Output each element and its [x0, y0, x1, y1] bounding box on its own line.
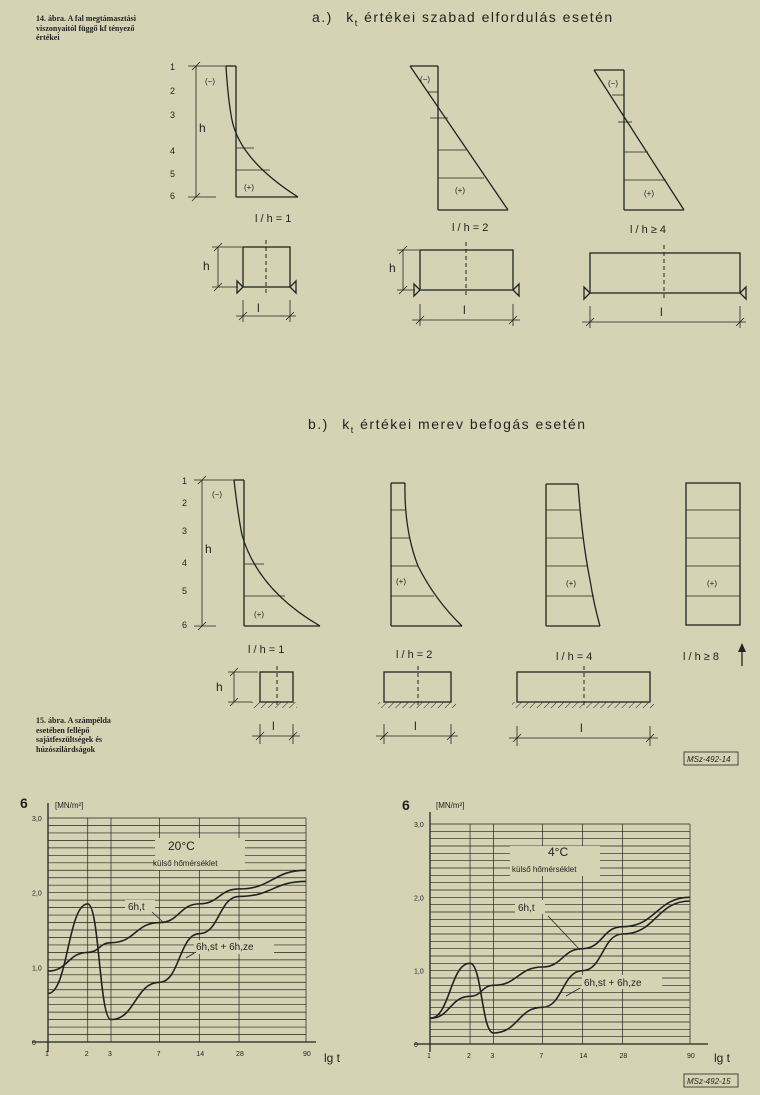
section-a-title: értékei szabad elfordulás esetén: [364, 9, 614, 25]
sign-plus: (+): [644, 189, 654, 198]
temp-label: 4°C: [548, 845, 569, 859]
ratio-b2: l / h = 2: [396, 649, 433, 661]
dim-h-label: h: [389, 261, 396, 275]
wall-b3: [509, 666, 658, 746]
x-tick-label: 14: [579, 1053, 588, 1060]
y-tick-label: 3,0: [414, 822, 424, 829]
ratio-b3: l / h = 4: [556, 651, 593, 663]
diagram-b3: [546, 484, 600, 626]
dim-h-label: h: [203, 259, 210, 273]
section-a-row-numbers: [170, 62, 175, 201]
wall-a2: [389, 242, 520, 326]
y-symbol: 6: [402, 797, 410, 813]
x-tick-label: 2: [84, 1051, 89, 1058]
section-b-label: b.): [308, 416, 329, 432]
temp-label: 20°C: [168, 839, 195, 853]
x-tick-label: 1: [45, 1051, 49, 1058]
x-tick-label: 28: [236, 1051, 244, 1058]
ratio-a3: l / h ≥ 4: [630, 224, 666, 236]
series-label-ht: 6h,t: [518, 903, 535, 914]
dim-l-label: l: [272, 719, 275, 733]
chart-right: [402, 797, 731, 1065]
sign-plus: (+): [396, 577, 406, 586]
row-number: 6: [182, 620, 188, 630]
sign-minus: (−): [212, 490, 222, 499]
ratio-b4: l / h ≥ 8: [683, 651, 719, 663]
x-tick-label: 7: [156, 1051, 161, 1058]
sign-plus: (+): [707, 579, 717, 588]
sign-minus: (−): [205, 77, 215, 86]
sign-minus: (−): [608, 79, 618, 88]
dim-h-label: h: [205, 542, 212, 556]
wall-a3: [582, 245, 746, 328]
section-b-title: értékei merev befogás esetén: [360, 416, 587, 432]
series-label-hsum: 6h,st + 6h,ze: [584, 978, 642, 989]
arrow-up-icon: [738, 643, 746, 666]
temp-sublabel: külső hőmérséklet: [153, 859, 218, 868]
x-tick-label: 7: [539, 1053, 544, 1060]
row-number: 5: [182, 586, 188, 596]
row-number: 3: [170, 110, 176, 120]
y-tick-label: 3,0: [32, 816, 42, 823]
dim-l-label: l: [414, 719, 417, 733]
ratio-a2: l / h = 2: [452, 222, 489, 234]
x-tick-label: 1: [427, 1053, 431, 1060]
row-number: 6: [170, 191, 176, 201]
temp-sublabel: külső hőmérséklet: [512, 865, 577, 874]
ratio-a1: l / h = 1: [255, 213, 292, 225]
x-tick-label: 90: [303, 1051, 311, 1058]
dim-h-label: h: [216, 680, 223, 694]
row-number: 2: [170, 86, 176, 96]
y-unit: [MN/m²]: [55, 801, 84, 810]
x-tick-label: 90: [687, 1053, 695, 1060]
dim-h-label: h: [199, 121, 206, 135]
wall-a1: [203, 240, 296, 322]
row-number: 4: [170, 146, 176, 156]
ratio-b1: l / h = 1: [248, 644, 285, 656]
y-unit: [MN/m²]: [436, 801, 465, 810]
reference-15: MSz-492-15: [687, 1077, 731, 1086]
row-number: 1: [170, 62, 176, 72]
section-b-k: $k_t$: [342, 416, 355, 435]
dim-l-label: l: [660, 305, 663, 319]
figure-15-text: A számpélda esetében fellépő sajátfeszültségek és húzószilárdságok: [36, 716, 111, 754]
chart-left: [20, 795, 341, 1065]
figure-14-text: A fal megtámasztási viszonyaitól függő kf tényező értékei: [36, 14, 136, 42]
section-b-row-numbers: [182, 476, 187, 630]
series-label-ht: 6h,t: [128, 902, 145, 913]
diagram-a2: [410, 66, 508, 210]
diagram-b4: [686, 483, 740, 625]
sign-plus: (+): [566, 579, 576, 588]
x-tick-label: 14: [196, 1051, 205, 1058]
row-number: 1: [182, 476, 188, 486]
section-a-label: a.): [312, 9, 333, 25]
y-tick-label: 1,0: [414, 968, 424, 976]
section-a-k: $k_t$: [346, 9, 359, 28]
sign-plus: (+): [244, 183, 254, 192]
diagram-b2: [391, 483, 462, 626]
y-symbol: 6: [20, 795, 28, 811]
y-tick-label: 2,0: [414, 895, 424, 903]
row-number: 5: [170, 169, 176, 179]
chart-right-series: [430, 897, 690, 1033]
x-axis-label: lg t: [714, 1051, 731, 1065]
x-tick-label: 3: [107, 1051, 112, 1058]
figure-14-number: 14. ábra.: [36, 14, 66, 23]
x-tick-label: 28: [619, 1053, 628, 1060]
y-tick-label: 0: [32, 1040, 36, 1047]
x-tick-label: 2: [467, 1053, 471, 1060]
row-number: 4: [182, 558, 188, 568]
row-number: 3: [182, 526, 188, 536]
dim-l-label: l: [257, 301, 260, 315]
dim-l-label: l: [580, 721, 583, 735]
x-tick-label: 3: [490, 1053, 495, 1060]
series-line-hsum: [430, 901, 690, 1033]
sign-minus: (−): [420, 75, 430, 84]
y-tick-label: 1,0: [32, 965, 42, 973]
sign-plus: (+): [254, 610, 264, 619]
reference-box-14: [684, 752, 738, 765]
figure-15-number: 15. ábra.: [36, 716, 66, 725]
diagram-b1: [212, 480, 320, 626]
wall-b1: [216, 666, 300, 744]
reference-box-15: [684, 1074, 738, 1087]
wall-b2: [376, 666, 458, 744]
diagram-a1: [205, 66, 298, 197]
reference-14: MSz-492-14: [687, 755, 731, 764]
y-tick-label: 0: [414, 1042, 418, 1049]
series-label-hsum: 6h,st + 6h,ze: [196, 942, 254, 953]
dim-l-label: l: [463, 303, 466, 317]
diagram-a3: [594, 70, 684, 210]
y-tick-label: 2,0: [32, 890, 42, 898]
x-axis-label: lg t: [324, 1051, 341, 1065]
sign-plus: (+): [455, 186, 465, 195]
row-number: 2: [182, 498, 188, 508]
